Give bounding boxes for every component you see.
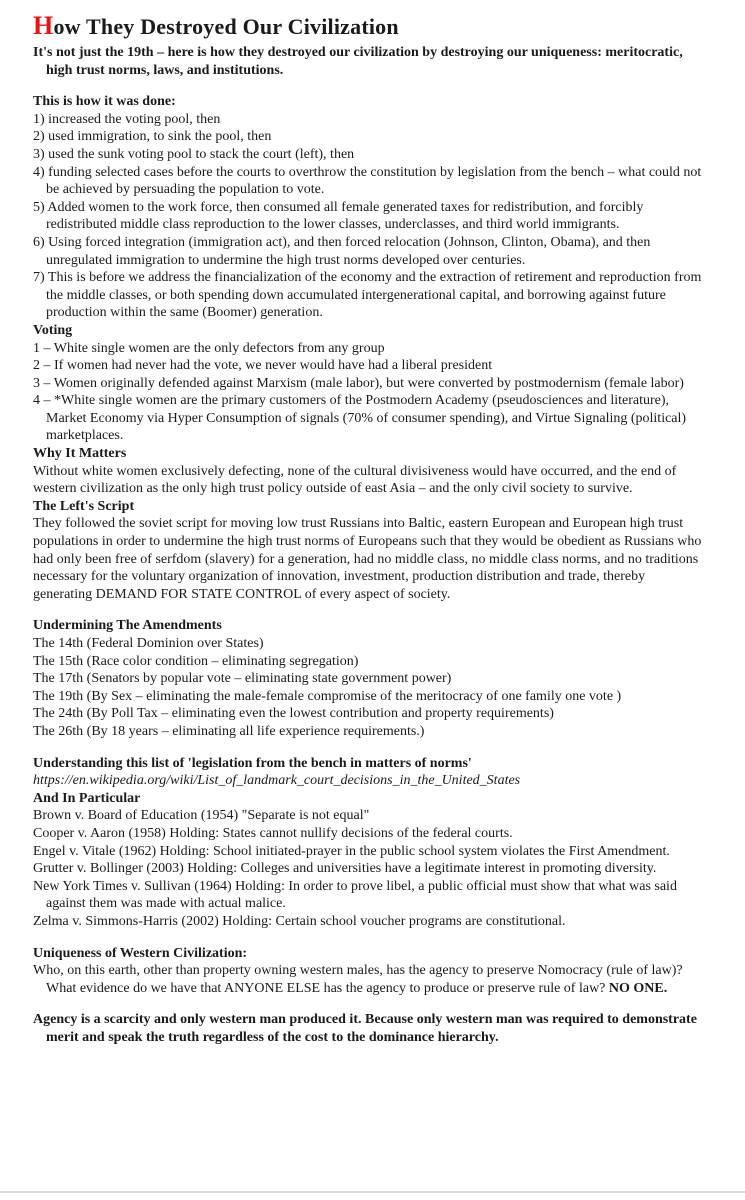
- how-done-item-4: 4) funding selected cases before the courts to overthrow the constitution by legislation from the bench – what could not be achieved by persuading the population to vote.: [33, 164, 702, 198]
- heading-amendments: Undermining The Amendments: [33, 618, 222, 634]
- uniqueness-text: Who, on this earth, other than property owning western males, has the agency to preserve Nomocracy (rule of law)? What evidence do we have that ANYONE ELSE has the agency to produce or preserve rule of law?: [33, 963, 683, 996]
- heading-legislation-list: Understanding this list of 'legislation from the bench in matters of norms': [33, 755, 472, 771]
- uniqueness-body: [33, 962, 707, 997]
- page-title: [33, 13, 707, 40]
- closing-statement: Agency is a scarcity and only western man produced it. Because only western man was required to demonstrate merit and speak the truth regardless of the cost to the dominance hierarchy.: [33, 1012, 697, 1045]
- page-bottom-divider: [0, 1191, 745, 1193]
- amendment-item-19th: The 19th (By Sex – eliminating the male-female compromise of the meritocracy of one family one vote ): [33, 688, 622, 704]
- voting-item-1: 1 – White single women are the only defectors from any group: [33, 340, 385, 356]
- heading-why-it-matters: Why It Matters: [33, 446, 127, 462]
- why-it-matters-body: Without white women exclusively defecting, none of the cultural divisiveness would have occurred, and the end of western civilization as the only high trust policy outside of east Asia – and the only civil society to survive.: [33, 463, 677, 497]
- heading-uniqueness: Uniqueness of Western Civilization:: [33, 945, 248, 961]
- court-case-engel: Engel v. Vitale (1962) Holding: School initiated-prayer in the public school system violates the First Amendment.: [33, 843, 670, 859]
- how-done-item-5: 5) Added women to the work force, then consumed all female generated taxes for redistribution, and forcibly redistributed middle class reproduction to the lower classes, underclasses, and third world immigrants.: [33, 199, 644, 233]
- voting-item-3: 3 – Women originally defended against Marxism (male labor), but were converted by postmodernism (female labor): [33, 375, 684, 391]
- court-case-nyt-sullivan: New York Times v. Sullivan (1964) Holding: In order to prove libel, a public official must show that what was said against them was made with actual malice.: [33, 878, 677, 912]
- court-case-grutter: Grutter v. Bollinger (2003) Holding: Colleges and universities have a legitimate interest in promoting diversity.: [33, 861, 657, 877]
- amendment-item-26th: The 26th (By 18 years – eliminating all life experience requirements.): [33, 723, 425, 739]
- voting-item-2: 2 – If women had never had the vote, we never would have had a liberal president: [33, 358, 493, 374]
- amendment-item-15th: The 15th (Race color condition – eliminating segregation): [33, 653, 359, 669]
- heading-how-it-was-done: This is how it was done:: [33, 94, 176, 110]
- lefts-script-body: They followed the soviet script for moving low trust Russians into Baltic, eastern European and European high trust populations in order to undermine the high trust norms of Europeans such that they would be obedient as Russians who had only been free of serfdom (slavery) for a generation, had no middle class, no middle class norms, and no traditions necessary for the voluntary organization of innovation, investment, production distribution and trade, thereby generating DEMAND FOR STATE CONTROL of every aspect of society.: [33, 516, 702, 602]
- how-done-item-3: 3) used the sunk voting pool to stack the court (left), then: [33, 146, 355, 162]
- uniqueness-emphasis: NO ONE.: [608, 980, 668, 996]
- court-case-brown: Brown v. Board of Education (1954) "Separate is not equal": [33, 808, 370, 824]
- subtitle: It's not just the 19th – here is how they destroyed our civilization by destroying our uniqueness: meritocratic, high trust norms, laws, and institutions.: [33, 45, 683, 78]
- title-initial-letter: H: [33, 11, 54, 40]
- amendment-item-17th: The 17th (Senators by popular vote – eliminating state government power): [33, 671, 452, 687]
- court-case-cooper: Cooper v. Aaron (1958) Holding: States cannot nullify decisions of the federal courts.: [33, 825, 513, 841]
- amendment-item-14th: The 14th (Federal Dominion over States): [33, 636, 264, 651]
- heading-lefts-script: The Left's Script: [33, 498, 135, 514]
- wiki-link[interactable]: https://en.wikipedia.org/wiki/List_of_landmark_court_decisions_in_the_United_States: [33, 773, 521, 789]
- voting-item-4: 4 – *White single women are the primary customers of the Postmodern Academy (pseudosciences and literature), Market Economy via Hyper Consumption of signals (70% of consumer spending), and Virtue Signaling (political) marketplaces.: [33, 393, 687, 444]
- how-done-item-6: 6) Using forced integration (immigration act), and then forced relocation (Johnson, Clinton, Obama), and then unregulated immigration to undermine the high trust norms developed over centuries.: [33, 234, 651, 268]
- how-done-item-2: 2) used immigration, to sink the pool, then: [33, 129, 272, 145]
- amendment-item-24th: The 24th (By Poll Tax – eliminating even the lowest contribution and property requirements): [33, 706, 554, 722]
- heading-voting: Voting: [33, 322, 73, 338]
- how-done-item-7: 7) This is before we address the financialization of the economy and the extraction of retirement and reproduction from the middle classes, or both spending down accumulated intergenerational capital, and borrowing against future production within the same (Boomer) generation.: [33, 270, 702, 321]
- court-case-zelma: Zelma v. Simmons-Harris (2002) Holding: Certain school voucher programs are constitutional.: [33, 913, 566, 929]
- title-rest: ow They Destroyed Our Civilization: [53, 14, 399, 39]
- how-done-item-1: 1) increased the voting pool, then: [33, 111, 221, 127]
- heading-in-particular: And In Particular: [33, 790, 141, 806]
